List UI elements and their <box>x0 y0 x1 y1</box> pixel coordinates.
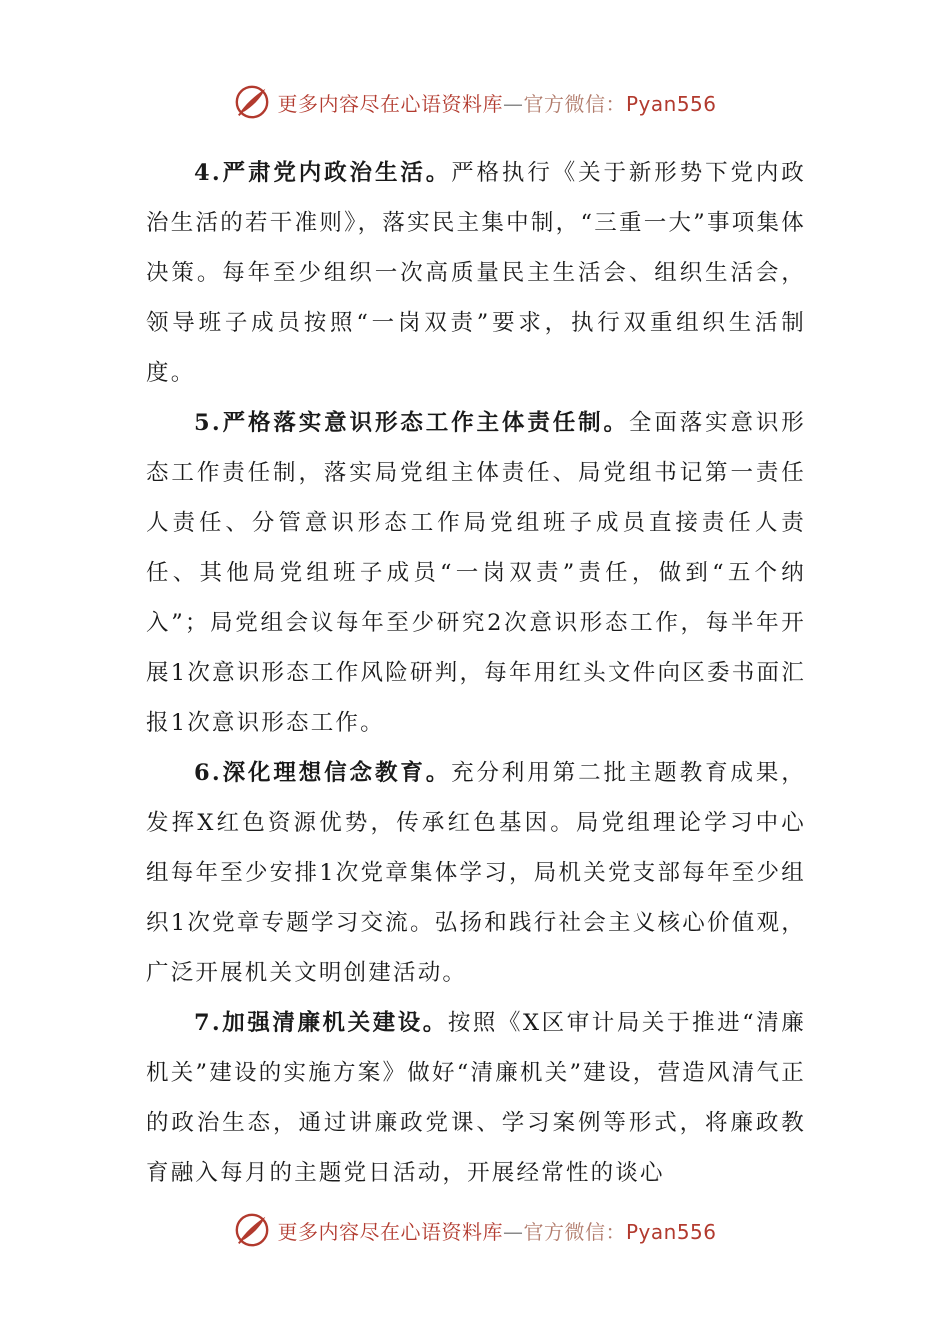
header-watermark-banner <box>0 82 950 122</box>
banner-sub-text: 官方微信： <box>523 91 626 116</box>
banner-text <box>277 88 716 117</box>
paragraph-text: 按照《X区审计局关于推进“清廉机关”建设的实施方案》做好“清廉机关”建设，营造风清气正的政治生态，通过讲廉政党课、学习案例等形式，将廉政教育融入每月的主题党日活动，开展经常性的谈心 <box>146 1010 806 1186</box>
banner-text <box>277 1216 716 1245</box>
banner-wechat-id: Pyan556 <box>625 91 717 116</box>
banner-dash: — <box>502 91 524 116</box>
feather-pen-logo-icon <box>233 83 271 121</box>
document-body <box>146 148 806 1198</box>
banner-main-text: 更多内容尽在心语资料库 <box>277 91 503 116</box>
paragraph-heading: 4.严肃党内政治生活。 <box>194 160 452 186</box>
banner-wechat-id: Pyan556 <box>625 1219 717 1244</box>
paragraph-heading: 5.严格落实意识形态工作主体责任制。 <box>194 410 629 436</box>
banner-main-text: 更多内容尽在心语资料库 <box>277 1219 503 1244</box>
paragraph-7 <box>146 998 806 1198</box>
paragraph-text: 全面落实意识形态工作责任制，落实局党组主体责任、局党组书记第一责任人责任、分管意识形态工作局党组班子成员直接责任人责任、其他局党组班子成员“一岗双责”责任，做到“五个纳入”；局党组会议每年至少研究2次意识形态工作，每半年开展1次意识形态工作风险研判，每年用红头文件向区委书面汇报1次意识形态工作。 <box>146 410 806 736</box>
paragraph-heading: 7.加强清廉机关建设。 <box>194 1010 448 1036</box>
banner-sub-text: 官方微信： <box>523 1219 626 1244</box>
paragraph-text: 严格执行《关于新形势下党内政治生活的若干准则》，落实民主集中制，“三重一大”事项集体决策。每年至少组织一次高质量民主生活会、组织生活会，领导班子成员按照“一岗双责”要求，执行双重组织生活制度。 <box>146 160 806 386</box>
banner-dash: — <box>502 1219 524 1244</box>
footer-watermark-banner <box>0 1210 950 1250</box>
feather-pen-logo-icon <box>233 1211 271 1249</box>
paragraph-4 <box>146 148 806 398</box>
paragraph-heading: 6.深化理想信念教育。 <box>194 760 452 786</box>
paragraph-6 <box>146 748 806 998</box>
paragraph-text: 充分利用第二批主题教育成果，发挥X红色资源优势，传承红色基因。局党组理论学习中心组每年至少安排1次党章集体学习，局机关党支部每年至少组织1次党章专题学习交流。弘扬和践行社会主义核心价值观，广泛开展机关文明创建活动。 <box>146 760 806 986</box>
paragraph-5 <box>146 398 806 748</box>
